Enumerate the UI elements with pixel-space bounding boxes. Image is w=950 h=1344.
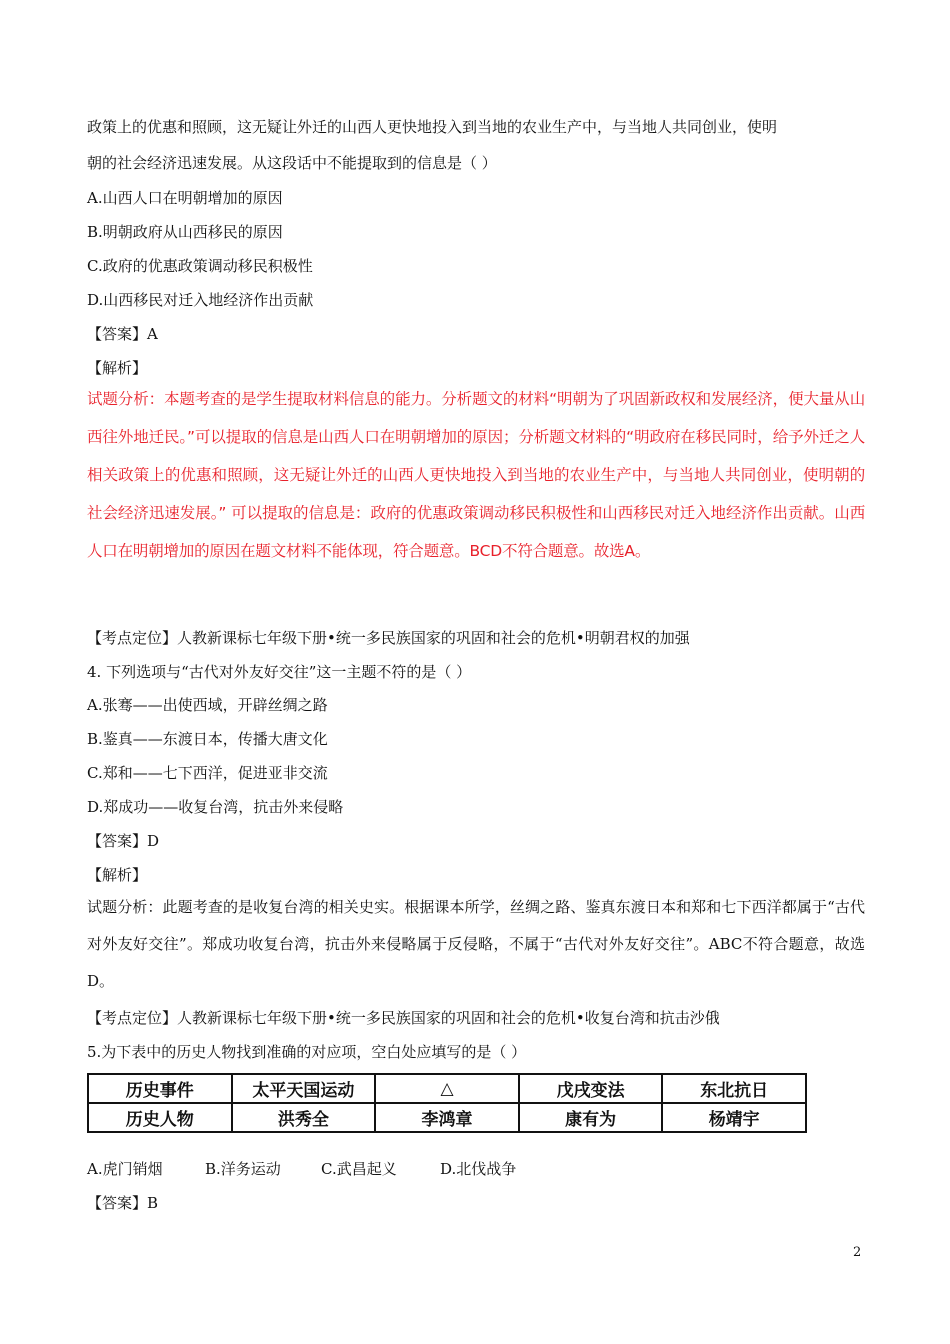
table-cell: 康有为 [519,1103,663,1132]
table-cell: 杨靖宇 [662,1103,806,1132]
table-cell: △ [375,1074,519,1103]
q4-kaodian: 【考点定位】人教新课标七年级下册•统一多民族国家的巩固和社会的危机•收复台湾和抗击沙俄 [87,1009,720,1027]
q5-option-a: A.虎门销烟 [87,1160,163,1178]
table-cell: 太平天国运动 [232,1074,376,1103]
q5-option-d: D.北伐战争 [440,1160,517,1178]
q3-analysis-label: 【解析】 [87,359,148,377]
table-cell: 洪秀全 [232,1103,376,1132]
table-cell: 东北抗日 [662,1074,806,1103]
page-number: 2 [853,1245,862,1260]
q3-option-a: A.山西人口在明朝增加的原因 [87,189,283,207]
table-cell: 李鸿章 [375,1103,519,1132]
q3-analysis-text: 试题分析：本题考查的是学生提取材料信息的能力。分析题文的材料“明朝为了巩固新政权和发展经济，便大量从山西往外地迁民。”可以提取的信息是山西人口在明朝增加的原因；分析题文材料的“明政府在移民同时，给予外迁之人相关政策上的优惠和照顾，这无疑让外迁的山西人更快地投入到当地的农业生产中，与当地人共同创业，使明朝的社会经济迅速发展。” 可以提取的信息是：政府的优惠政策调动移民积极性和山西移民对迁入地经济作出贡献。山西人口在明朝增加的原因在题文材料不能体现，符合题意。BCD不符合题意。故选A。 [87,390,865,560]
q4-answer: 【答案】D [87,832,160,850]
table-cell: 历史事件 [88,1074,232,1103]
q4-option-d: D.郑成功——收复台湾，抗击外来侵略 [87,798,344,816]
q3-kaodian: 【考点定位】人教新课标七年级下册•统一多民族国家的巩固和社会的危机•明朝君权的加强 [87,629,690,647]
q3-option-c: C.政府的优惠政策调动移民积极性 [87,257,313,275]
table-row [88,1074,806,1103]
q4-analysis-label: 【解析】 [87,866,148,884]
q4-option-c: C.郑和——七下西洋，促进亚非交流 [87,764,328,782]
q4-option-a: A.张骞——出使西域，开辟丝绸之路 [87,696,328,714]
q3-answer: 【答案】A [87,325,158,343]
q5-stem: 5.为下表中的历史人物找到准确的对应项，空白处应填写的是（ ） [87,1043,527,1061]
q4-analysis-text: 试题分析：此题考查的是收复台湾的相关史实。根据课本所学，丝绸之路、鉴真东渡日本和郑和七下西洋都属于“古代对外友好交往”。郑成功收复台湾，抗击外来侵略属于反侵略，不属于“古代对外友好交往”。ABC不符合题意，故选D。 [87,898,865,990]
q4-stem: 4. 下列选项与“古代对外友好交往”这一主题不符的是（ ） [87,663,472,681]
history-table [87,1073,807,1133]
q3-option-d: D.山西移民对迁入地经济作出贡献 [87,291,314,309]
q3-stem-line1: 政策上的优惠和照顾，这无疑让外迁的山西人更快地投入到当地的农业生产中，与当地人共同创业，使明 [87,118,778,136]
table-cell: 戊戌变法 [519,1074,663,1103]
q3-option-b: B.明朝政府从山西移民的原因 [87,223,283,241]
q5-option-b: B.洋务运动 [205,1160,281,1178]
q5-option-c: C.武昌起义 [321,1160,397,1178]
q5-answer: 【答案】B [87,1194,159,1212]
q3-stem-line2: 朝的社会经济迅速发展。从这段话中不能提取到的信息是（ ） [87,154,497,172]
q5-options [87,1159,516,1179]
q4-option-b: B.鉴真——东渡日本，传播大唐文化 [87,730,328,748]
table-row [88,1103,806,1132]
table-cell: 历史人物 [88,1103,232,1132]
